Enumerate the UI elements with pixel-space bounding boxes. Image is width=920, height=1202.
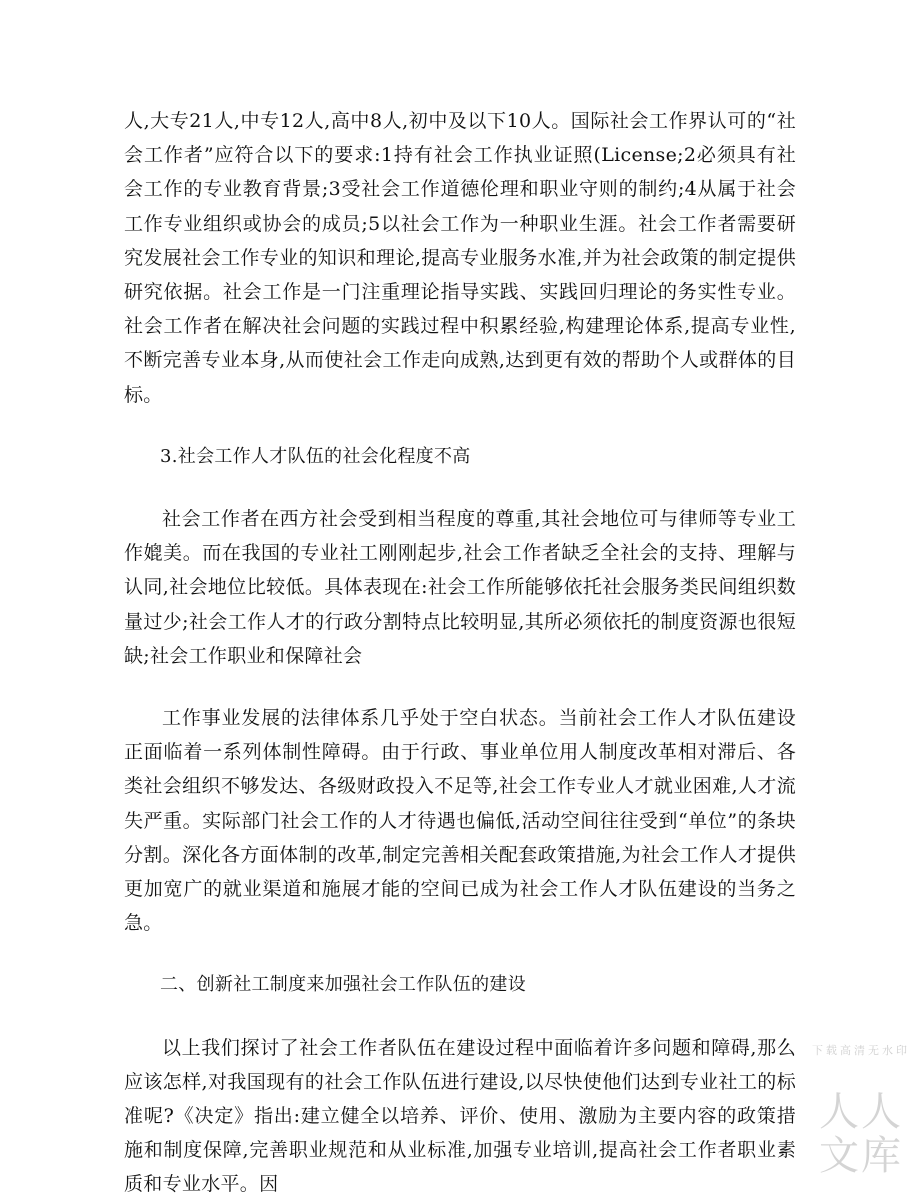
paragraph-legal-system: 工作事业发展的法律体系几乎处于空白状态。当前社会工作人才队伍建设正面临着一系列体制性障碍。由于行政、事业单位用人制度改革相对滞后、各类社会组织不够发达、各级财政投入不足等,社会工作专业人才就业困难,人才流失严重。实际部门社会工作的人才待遇也偏低,活动空间往往受到“单位”的条块分割。深化各方面体制的改革,制定完善相关配套政策措施,为社会工作人才提供更加宽广的就业渠道和施展才能的空间已成为社会工作人才队伍建设的当务之急。 xyxy=(124,707,796,935)
watermark-logo xyxy=(806,1044,916,1179)
section-heading-socialization: 3.社会工作人才队伍的社会化程度不高 xyxy=(160,445,471,467)
paragraph-gap xyxy=(124,1003,796,1031)
document-body xyxy=(124,104,796,1202)
paragraph-gap xyxy=(124,474,796,502)
paragraph-gap xyxy=(124,940,796,968)
paragraph-gap xyxy=(124,412,796,440)
watermark-sub-text: 下载高清无水印 xyxy=(812,1044,910,1057)
paragraph-decision-quote: 以上我们探讨了社会工作者队伍在建设过程中面临着许多问题和障碍,那么应该怎样,对我国现有的社会工作队伍进行建设,以尽快使他们达到专业社工的标准呢?《决定》指出:建立健全以培养、评价、使用、激励为主要内容的政策措施和制度保障,完善职业规范和从业标准,加强专业培训,提高社会工作者职业素质和专业水平。因 xyxy=(124,1036,796,1196)
section-heading-innovation: 二、创新社工制度来加强社会工作队伍的建设 xyxy=(160,974,526,996)
paragraph-social-status: 社会工作者在西方社会受到相当程度的尊重,其社会地位可与律师等专业工作媲美。而在我国的专业社工刚刚起步,社会工作者缺乏全社会的支持、理解与认同,社会地位比较低。具体表现在:社会工作所能够依托社会服务类民间组织数量过少;社会工作人才的行政分割特点比较明显,其所必须依托的制度资源也很短缺;社会工作职业和保障社会 xyxy=(124,508,796,667)
watermark-main-text: 人人文库 xyxy=(819,1089,903,1179)
paragraph-gap xyxy=(124,673,796,701)
paragraph-social-worker-requirements: 人,大专21人,中专12人,高中8人,初中及以下10人。国际社会工作界认可的“社会工作者”应符合以下的要求:1持有社会工作执业证照(License;2必须具有社会工作的专业教育背景;3受社会工作道德伦理和职业守则的制约;4从属于社会工作专业组织或协会的成员;5以社会工作为一种职业生涯。社会工作者需要研究发展社会工作专业的知识和理论,提高专业服务水准,并为社会政策的制定提供研究依据。社会工作是一门注重理论指导实践、实践回归理论的务实性专业。社会工作者在解决社会问题的实践过程中积累经验,构建理论体系,提高专业性,不断完善专业本身,从而使社会工作走向成熟,达到更有效的帮助个人或群体的目标。 xyxy=(124,110,796,406)
